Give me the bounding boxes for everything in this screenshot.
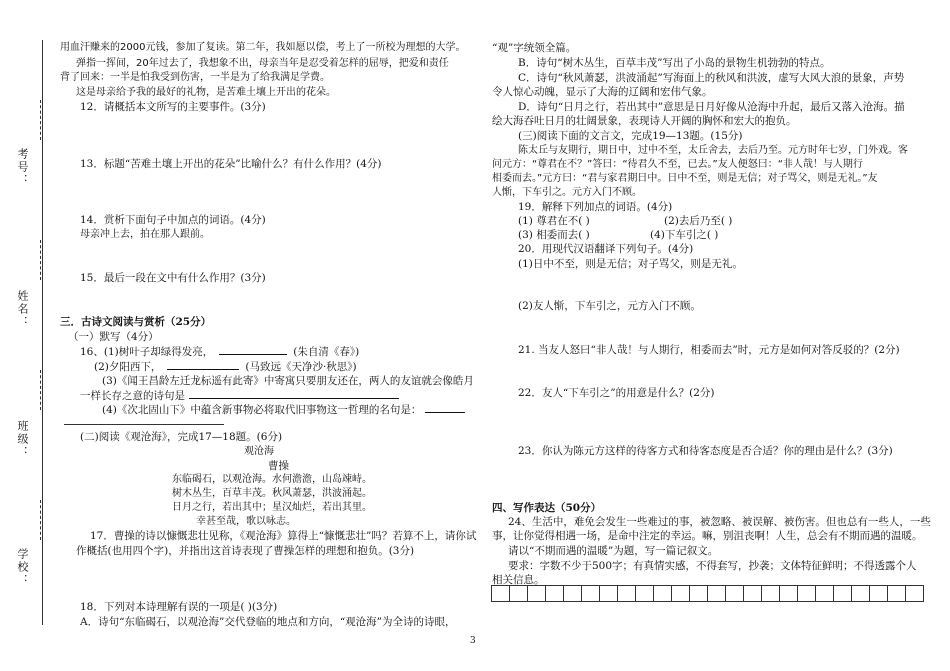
poem-author: 曹操	[268, 460, 289, 472]
option-a-cont: “观”字统领全篇。	[492, 42, 577, 54]
reading-3-heading: (三)阅读下面的文言文，完成19—13题。(15分)	[518, 130, 743, 142]
question-13: 13．标题“苦难土壤上开出的花朵”比喻什么？有什么作用？(4分)	[80, 158, 382, 170]
grid-cell[interactable]	[779, 585, 798, 602]
question-20-2: (2)友人惭，下车引之，元方入门不顾。	[518, 300, 701, 312]
poem-line-2: 树木丛生，百草丰茂。秋风萧瑟，洪波涌起。	[172, 488, 372, 499]
question-21: 21. 当友人怒曰“非人哉！与人期行，相委而去”时，元方是如何对答反驳的？(2分)	[518, 344, 900, 356]
question-20: 20．用现代汉语翻译下列句子。(4分)	[518, 243, 694, 255]
option-d-cont: 绘大海吞吐日月的壮阔景象，表现诗人开阔的胸怀和宏大的抱负。	[492, 115, 797, 127]
classical-text-1: 陈太丘与友期行，期日中，过中不至，太丘舍去，去后乃至。元方时年七岁，门外戏。客	[518, 145, 908, 156]
q16-4-text: (4)《次北固山下》中蕴含新事物必将取代旧事物这一哲理的名句是：	[102, 404, 422, 416]
writing-requirements: 要求：字数不少于500字；有真情实感，不得套写，抄袭；文体特征鲜明；不得透露个人	[508, 560, 917, 572]
grid-cell[interactable]	[887, 585, 906, 602]
option-c: C．诗句“秋风萧瑟，洪波涌起”写海面上的秋风和洪波，虚写大风大浪的景象，声势	[518, 72, 905, 84]
writing-requirements-cont: 相关信息。	[492, 574, 545, 586]
question-20-1: (1)日中不至，则是无信；对子骂父，则是无礼。	[518, 258, 743, 270]
poem-title: 观沧海	[244, 446, 274, 457]
writing-prompt-2: 事，让你觉得相遇一场，是命中注定的幸运。嘛，别沮丧啊！人生，总会有不期而遇的温暖。	[492, 530, 923, 542]
question-16-3: (3)《闻王昌龄左迁龙标遥有此寄》中寄寓只要朋友还在，两人的友谊就会像皓月	[102, 375, 474, 387]
class-blank	[40, 370, 41, 410]
reading-2-heading: (二)阅读《观沧海》，完成17—18题。(6分)	[80, 431, 283, 443]
grid-cell[interactable]	[617, 585, 636, 602]
class-label: 班级：	[16, 420, 29, 459]
answer-line	[64, 424, 224, 425]
question-14: 14．赏析下面句子中加点的词语。(4分)	[80, 214, 266, 226]
question-15: 15．最后一段在文中有什么作用？(3分)	[80, 272, 266, 284]
question-19-4: (4)下车引之( )	[650, 229, 719, 241]
option-c-cont: 令人惊心动魄，显示了大海的辽阔和宏伟气象。	[492, 86, 713, 98]
grid-cell[interactable]	[851, 585, 870, 602]
grid-cell[interactable]	[761, 585, 780, 602]
grid-cell[interactable]	[509, 585, 528, 602]
q16-1-source: (朱自清《春》)	[293, 346, 360, 358]
q16-2-text: (2)夕阳西下，	[94, 361, 162, 373]
question-16-4	[102, 404, 465, 417]
grid-cell[interactable]	[635, 585, 654, 602]
question-23: 23．你认为陈元方这样的待客方式和待客态度是否合适？你的理由是什么？(3分)	[518, 445, 893, 457]
passage-p4: 这是母亲给予我的最好的礼物，是苦难土壤上开出的花朵。	[76, 87, 336, 98]
name-blank	[40, 240, 41, 280]
grid-cell[interactable]	[671, 585, 690, 602]
passage-p1: 用血汗赚来的2000元钱，参加了复读。第二年，我如愿以偿，考上了一所校为理想的大学。	[60, 42, 466, 53]
writing-prompt-3: 请以“不期而遇的温暖”为题，写一篇记叙文。	[508, 545, 719, 557]
question-16-2	[94, 361, 357, 374]
exam-no-label: 考号：	[16, 148, 29, 187]
binding-line	[42, 40, 43, 625]
grid-cell[interactable]	[689, 585, 708, 602]
poem-line-1: 东临碣石，以观沧海。水何澹澹，山岛竦峙。	[172, 474, 372, 485]
q16-3-cont-text: 一样长存之意的诗句是	[80, 390, 185, 402]
dictation-heading: （一）默写（4分）	[68, 331, 159, 343]
q16-2-source: (马致远《天净沙·秋思》)	[245, 361, 357, 373]
question-19-3: (3) 相委而去( )	[518, 229, 590, 241]
grid-cell[interactable]	[491, 585, 510, 602]
answer-blank[interactable]	[189, 398, 399, 399]
classical-text-2: 问元方：“尊君在不？”答曰：“待君久不至，已去。”友人便怒曰：“非人哉！与人期行	[492, 159, 863, 170]
classical-text-4: 人惭，下车引之。元方入门不顾。	[492, 187, 642, 198]
question-19: 19．解释下列加点的词语。(4分)	[518, 201, 673, 213]
question-19-2: (2)去后乃至( )	[664, 215, 733, 227]
grid-cell[interactable]	[743, 585, 762, 602]
poem-line-3: 日月之行，若出其中；星汉灿烂，若出其里。	[172, 502, 372, 513]
question-18-option-a: A．诗句“东临碣石，以观沧海”交代登临的地点和方向，“观沧海”为全诗的诗眼，	[80, 616, 456, 628]
grid-cell[interactable]	[725, 585, 744, 602]
question-16-1	[80, 346, 359, 359]
question-18: 18．下列对本诗理解有误的一项是( )(3分)	[80, 601, 278, 613]
answer-blank[interactable]	[167, 369, 239, 370]
writing-prompt-1: 24、生活中，难免会发生一些难过的事，被忽略、被误解、被伤害。但也总有一些人，一些	[508, 516, 931, 528]
writing-grid[interactable]	[492, 585, 924, 602]
option-b: B．诗句“树木丛生，百草丰茂”写出了小岛的景物生机勃勃的特点。	[518, 57, 831, 69]
school-label: 学校：	[16, 548, 29, 587]
grid-cell[interactable]	[797, 585, 816, 602]
grid-cell[interactable]	[527, 585, 546, 602]
answer-blank[interactable]	[219, 354, 287, 355]
name-label: 姓名：	[16, 290, 29, 329]
question-22: 22．友人“下车引之”的用意是什么？(2分)	[518, 387, 715, 399]
question-17: 17．曹操的诗以慷慨悲壮见称，《观沧海》算得上“慷慨悲壮”吗？若算不上，请你试	[90, 530, 477, 542]
q16-1-text: 16、(1)树叶子却绿得发亮，	[80, 346, 214, 358]
grid-cell[interactable]	[545, 585, 564, 602]
grid-cell[interactable]	[563, 585, 582, 602]
school-blank	[40, 500, 41, 540]
page-number: 3	[470, 636, 476, 646]
question-12: 12．请概括本文所写的主要事件。(3分)	[80, 101, 266, 113]
grid-cell[interactable]	[707, 585, 726, 602]
grid-cell[interactable]	[815, 585, 834, 602]
passage-p3: 背了回来：一半是怕我受到伤害，一半是为了给我满足学费。	[60, 72, 330, 83]
grid-cell[interactable]	[905, 585, 924, 602]
question-19-1: (1) 尊君在不( )	[518, 215, 590, 227]
option-d: D．诗句“日月之行，若出其中”意思是日月好像从沧海中升起，最后又落入沧海。描	[518, 101, 905, 113]
exam-no-blank	[40, 100, 41, 140]
classical-text-3: 相委而去。”元方曰：“君与家君期日中。日中不至，则是无信；对子骂父，则是无礼。”友	[492, 173, 878, 184]
poem-line-4: 幸甚至哉，歌以咏志。	[196, 516, 296, 527]
question-16-3-cont	[80, 390, 399, 403]
question-14-sentence: 母亲冲上去，拍在那人跟前。	[80, 229, 210, 240]
grid-cell[interactable]	[869, 585, 888, 602]
grid-cell[interactable]	[581, 585, 600, 602]
passage-p2: 弹指一挥间，20年过去了，我想象不出，母亲当年是忍受着怎样的屈辱，把爱和责任	[76, 58, 449, 69]
grid-cell[interactable]	[653, 585, 672, 602]
grid-cell[interactable]	[599, 585, 618, 602]
question-17-cont: 作概括(也用四个字)，并指出这首诗表现了曹操怎样的理想和抱负。(3分)	[76, 545, 415, 557]
grid-cell[interactable]	[833, 585, 852, 602]
answer-blank[interactable]	[425, 412, 465, 413]
section-3-title: 三．古诗文阅读与赏析（25分）	[60, 316, 212, 328]
section-4-title: 四、写作表达（50分）	[492, 502, 602, 514]
